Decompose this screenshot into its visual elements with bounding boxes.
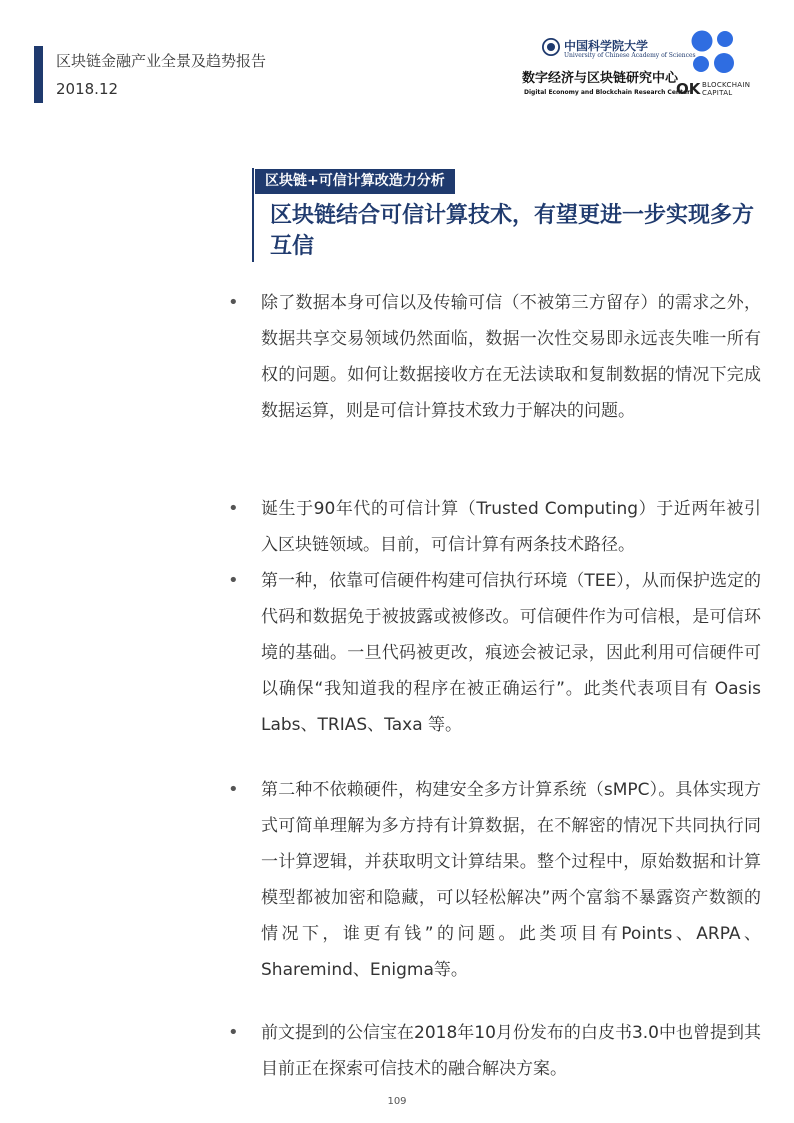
ok-subtext	[702, 81, 750, 97]
ok-subtext-line1: BLOCKCHAIN	[702, 81, 751, 89]
bullet-text: 除了数据本身可信以及传输可信（不被第三方留存）的需求之外，数据共享交易领域仍然面临，数据一次性交易即永远丧失唯一所有权的问题。如何让数据接收方在无法读取和复制数据的情况下完成数据运算，则是可信计算技术致力于解决的问题。	[261, 293, 761, 421]
ok-subtext-line2: CAPITAL	[702, 89, 733, 97]
ok-blockchain-logo	[676, 28, 756, 104]
bullet-text: 第一种，依靠可信硬件构建可信执行环境（TEE），从而保护选定的代码和数据免于被披露或被修改。可信硬件作为可信根，是可信环境的基础。一旦代码被更改，痕迹会被记录，因此利用可信硬件可以确保“我知道我的程序在被正确运行”。此类代表项目有 Oasis Labs、TRIAS、Taxa 等。	[261, 571, 761, 735]
report-date: 2018.12	[56, 80, 119, 98]
bullet-marker: •	[228, 570, 239, 591]
bullet-text: 诞生于90年代的可信计算（Trusted Computing）于近两年被引入区块链领域。目前，可信计算有两条技术路径。	[261, 499, 761, 555]
ok-dots-icon	[689, 28, 737, 76]
cas-name: 中国科学院大学	[564, 39, 649, 53]
bullet-marker: •	[228, 498, 239, 519]
report-title: 区块链金融产业全景及趋势报告	[56, 52, 267, 70]
section-heading: 区块链结合可信计算技术，有望更进一步实现多方互信	[270, 203, 755, 259]
research-center-name-en: Digital Economy and Blockchain Research Center	[524, 89, 691, 96]
section-tag: 区块链+可信计算改造力分析	[255, 169, 455, 194]
bullet-text: 前文提到的公信宝在2018年10月份发布的白皮书3.0中也曾提到其目前正在探索可信技术的融合解决方案。	[261, 1023, 761, 1079]
cas-subtitle: University of Chinese Academy of Sciences	[564, 52, 696, 59]
bullet-marker: •	[228, 779, 239, 800]
bullet-marker: •	[228, 1022, 239, 1043]
bullet-text: 第二种不依赖硬件，构建安全多方计算系统（sMPC）。具体实现方式可简单理解为多方持有计算数据，在不解密的情况下共同执行同一计算逻辑，并获取明文计算结果。整个过程中，原始数据和计算模型都被加密和隐藏，可以轻松解决”两个富翁不暴露资产数额的情况下，谁更有钱”的问题。此类项目有Points、ARPA、Sharemind、Enigma等。	[261, 780, 761, 980]
research-center-name: 数字经济与区块链研究中心	[522, 71, 679, 86]
section-vertical-line	[252, 168, 254, 262]
page-number: 109	[387, 1096, 407, 1107]
ok-wordmark: OK	[676, 80, 701, 98]
cas-emblem-icon	[542, 38, 560, 56]
header-accent-bar	[34, 46, 43, 103]
bullet-marker: •	[228, 292, 239, 313]
